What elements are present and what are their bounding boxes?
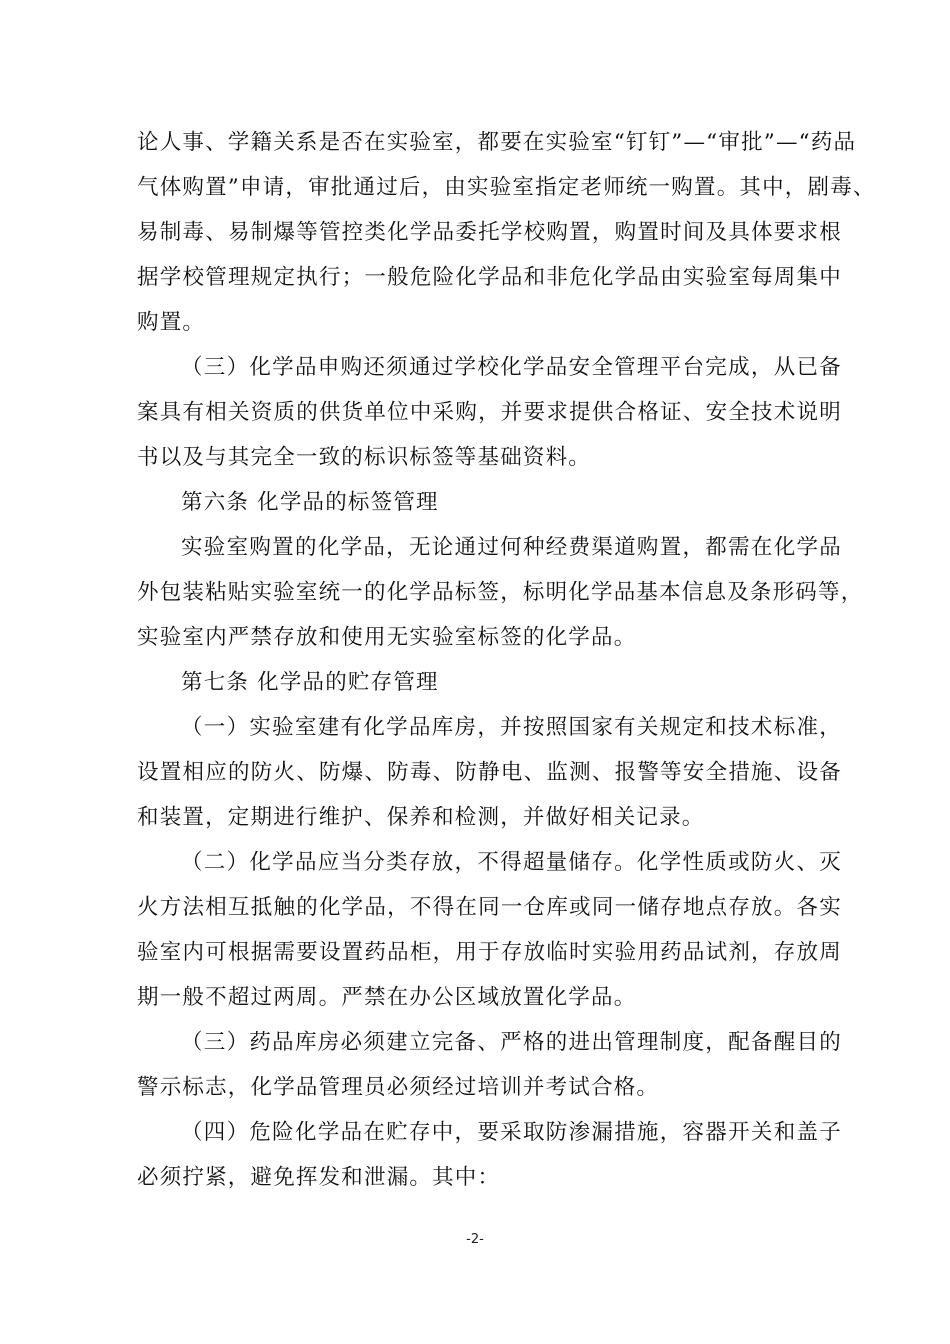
paragraph-line: 购置。: [137, 310, 206, 335]
paragraph-line: 论人事、学籍关系是否在实验室，都要在实验室“钉钉”—“审批”—“药品: [137, 130, 857, 155]
paragraph-line: （一）实验室建有化学品库房，并按照国家有关规定和技术标准，: [181, 715, 842, 740]
paragraph-line: 验室内可根据需要设置药品柜，用于存放临时实验用药品试剂，存放周: [137, 940, 842, 965]
paragraph-line: 气体购置”申请，审批通过后，由实验室指定老师统一购置。其中，剧毒、: [137, 175, 876, 200]
paragraph-line: 必须拧紧，避免挥发和泄漏。其中：: [137, 1165, 501, 1190]
paragraph-line: （二）化学品应当分类存放，不得超量储存。化学性质或防火、灭: [181, 850, 842, 875]
paragraph-line: 实验室购置的化学品，无论通过何种经费渠道购置，都需在化学品: [181, 535, 842, 560]
paragraph-line: 警示标志，化学品管理员必须经过培训并考试合格。: [137, 1075, 660, 1100]
page-number: -2-: [466, 1232, 484, 1247]
article-heading: 第六条 化学品的标签管理: [181, 490, 439, 515]
paragraph-line: 外包装粘贴实验室统一的化学品标签，标明化学品基本信息及条形码等，: [137, 580, 864, 605]
paragraph-line: 和装置，定期进行维护、保养和检测，并做好相关记录。: [137, 805, 705, 830]
paragraph-line: 易制毒、易制爆等管控类化学品委托学校购置，购置时间及具体要求根: [137, 220, 842, 245]
paragraph-line: 设置相应的防火、防爆、防毒、防静电、监测、报警等安全措施、设备: [137, 760, 842, 785]
paragraph-line: 据学校管理规定执行；一般危险化学品和非危化学品由实验室每周集中: [137, 265, 842, 290]
paragraph-line: （四）危险化学品在贮存中，要采取防渗漏措施，容器开关和盖子: [181, 1120, 842, 1145]
paragraph-line: （三）化学品申购还须通过学校化学品安全管理平台完成，从已备: [181, 355, 842, 380]
paragraph-line: 期一般不超过两周。严禁在办公区域放置化学品。: [137, 985, 637, 1010]
paragraph-line: 案具有相关资质的供货单位中采购，并要求提供合格证、安全技术说明: [137, 400, 842, 425]
paragraph-line: 实验室内严禁存放和使用无实验室标签的化学品。: [137, 625, 637, 650]
paragraph-line: 书以及与其完全一致的标识标签等基础资料。: [137, 445, 592, 470]
article-heading: 第七条 化学品的贮存管理: [181, 670, 439, 695]
paragraph-line: （三）药品库房必须建立完备、严格的进出管理制度，配备醒目的: [181, 1030, 842, 1055]
paragraph-line: 火方法相互抵触的化学品，不得在同一仓库或同一储存地点存放。各实: [137, 895, 842, 920]
